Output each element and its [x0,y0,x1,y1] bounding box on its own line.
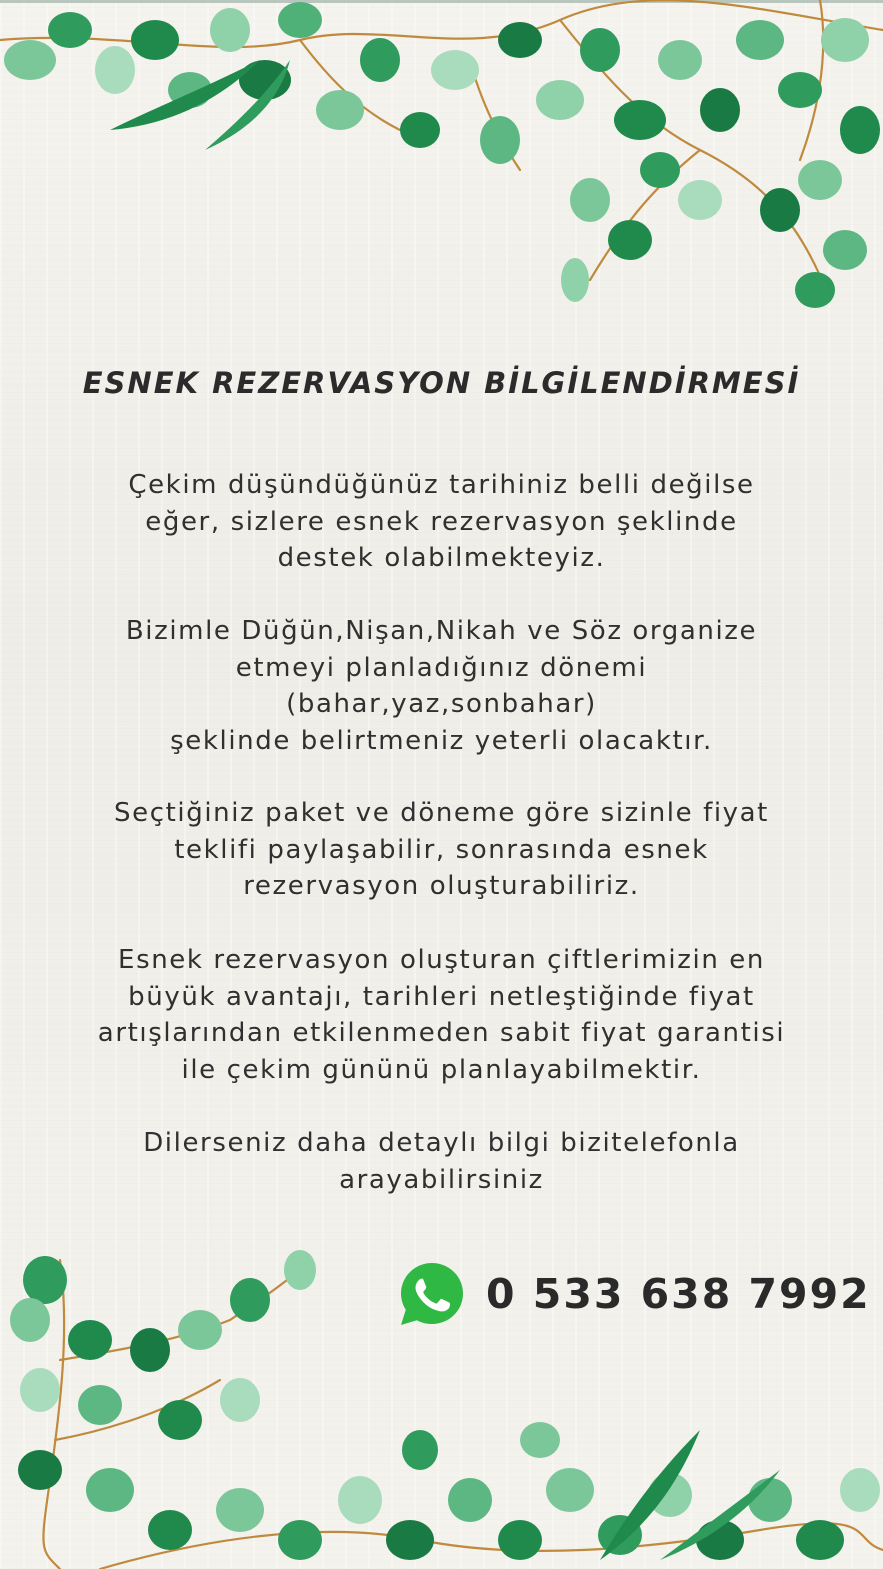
text-line: Bizimle Düğün,Nişan,Nikah ve Söz organize [125,616,758,646]
text-line: eğer, sizlere esnek rezervasyon şeklinde [145,506,738,537]
paragraph-advantage [40,942,843,1088]
text-line: rezervasyon oluşturabiliriz. [243,871,640,901]
text-line: büyük avantajı, tarihleri netleştiğinde fiyat [128,981,755,1012]
paragraph-season-info [40,613,843,759]
paragraph-price-offer [40,795,843,905]
text-line: teklifi paylaşabilir, sonrasında esnek [174,834,709,865]
text-line: arayabilirsiniz [339,1164,544,1195]
text-line: artışlarından etkilenmeden sabit fiyat garantisi [97,1018,786,1048]
text-line: destek olabilmekteyiz. [277,543,606,573]
phone-number[interactable]: 0 533 638 7992 [486,1270,871,1318]
page-title: ESNEK REZERVASYON BİLGİLENDİRMESİ [82,366,801,400]
whatsapp-icon[interactable] [398,1260,466,1328]
text-line: Seçtiğiniz paket ve döneme göre sizinle fiyat [114,798,769,828]
whatsapp-contact[interactable] [398,1260,871,1328]
text-line: Dilerseniz daha detaylı bilgi bizitelefonla [143,1128,740,1158]
text-line: şeklinde belirtmeniz yeterli olacaktır. [170,725,713,756]
text-line: ile çekim gününü planlayabilmektir. [181,1054,702,1085]
paragraph-call-us [40,1125,843,1198]
text-line: (bahar,yaz,sonbahar) [286,689,597,719]
text-line: Çekim düşündüğünüz tarihiniz belli değilse [128,470,755,500]
text-line: Esnek rezervasyon oluşturan çiftlerimizin en [118,945,765,975]
top-border [0,0,883,3]
paragraph-flexible-booking [40,467,843,577]
eucalyptus-top-decoration [0,0,883,330]
text-line: etmeyi planladığınız dönemi [235,652,648,683]
